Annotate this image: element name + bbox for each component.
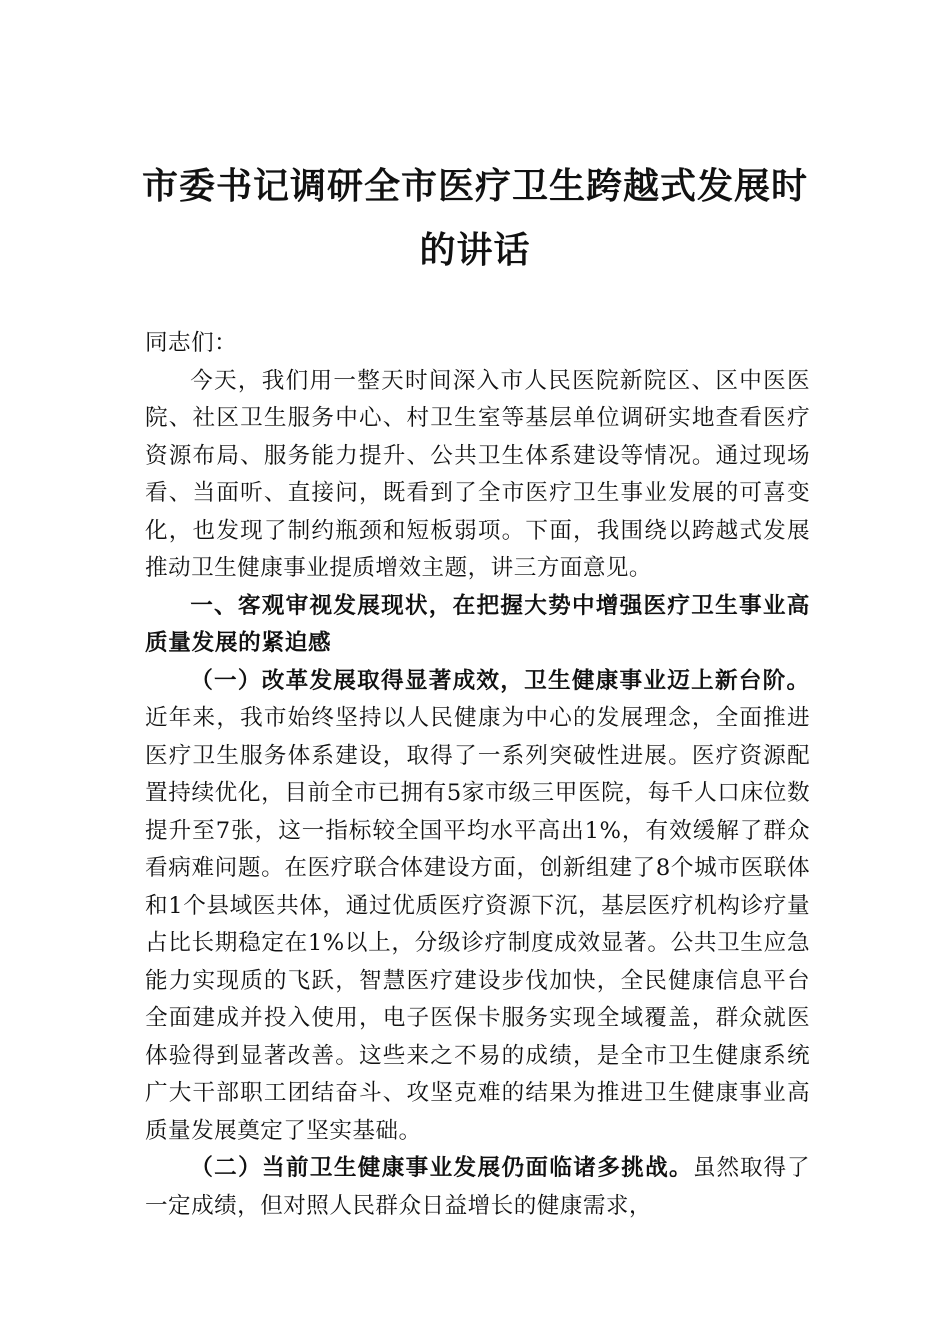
document-title-line-2: 的讲话: [419, 229, 531, 271]
section-heading-1: 一、客观审视发展现状，在把握大势中增强医疗卫生事业高质量发展的紧迫感: [145, 592, 810, 656]
body-paragraph-achievements-text: 近年来，我市始终坚持以人民健康为中心的发展理念，全面推进医疗卫生服务体系建设，取得了一系列突破性进展。医疗资源配置持续优化，目前全市已拥有5家市级三甲医院，每千人口床位数提升至7张，这一指标较全国平均水平高出1%，有效缓解了群众看病难问题。在医疗联合体建设方面，创新组建了8个城市医联体和1个县域医共体，通过优质医疗资源下沉，基层医疗机构诊疗量占比长期稳定在1%以上，分级诊疗制度成效显著。公共卫生应急能力实现质的飞跃，智慧医疗建设步伐加快，全民健康信息平台全面建成并投入使用，电子医保卡服务实现全域覆盖，群众就医体验得到显著改善。这些来之不易的成绩，是全市卫生健康系统广大干部职工团结奋斗、攻坚克难的结果为推进卫生健康事业高质量发展奠定了坚实基础。: [145, 705, 810, 1144]
body-paragraph-challenges-text: 虽然取得了一定成绩，但对照人民群众日益增长的健康需求，: [145, 1155, 810, 1219]
document-title-line-1: 市委书记调研全市医疗卫生跨越式发展时: [141, 165, 808, 207]
subsection-lead-2: （二）当前卫生健康事业发展仍面临诸多挑战。: [190, 1155, 693, 1181]
body-paragraph-challenges: [145, 1150, 810, 1225]
body-paragraph-achievements: [145, 663, 810, 1151]
salutation: 同志们：: [145, 330, 238, 356]
document-body: [145, 325, 810, 1225]
body-paragraph-intro: 今天，我们用一整天时间深入市人民医院新院区、区中医医院、社区卫生服务中心、村卫生室等基层单位调研实地查看医疗资源布局、服务能力提升、公共卫生体系建设等情况。通过现场看、当面听、直接问，既看到了全市医疗卫生事业发展的可喜变化，也发现了制约瓶颈和短板弱项。下面，我围绕以跨越式发展推动卫生健康事业提质增效主题，讲三方面意见。: [145, 367, 810, 581]
subsection-lead-1: （一）改革发展取得显著成效，卫生健康事业迈上新台阶。: [190, 667, 810, 694]
